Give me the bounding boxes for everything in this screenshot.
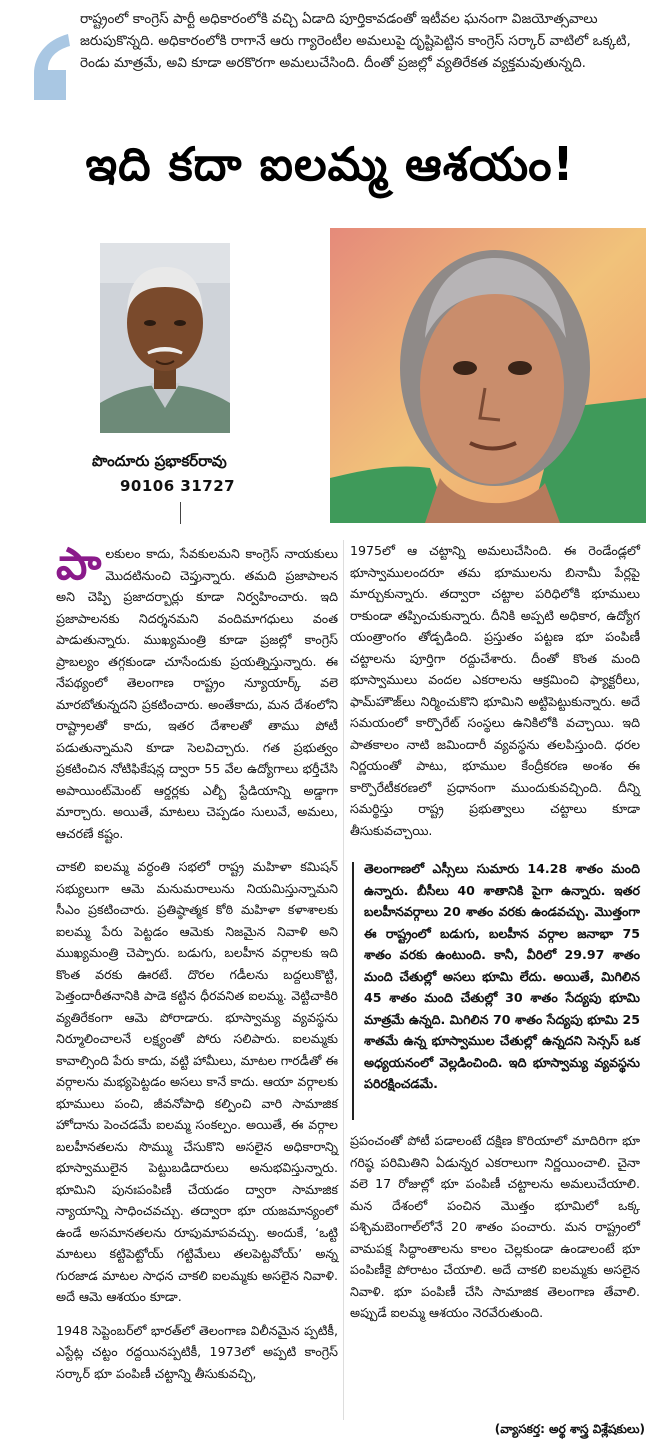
dropcap: పా — [56, 539, 102, 590]
headline: ఇది కదా ఐలమ్మ ఆశయం! — [85, 137, 575, 191]
paragraph — [56, 539, 338, 844]
paragraph: ప్రపంచంతో పోటీ పడాలంటే దక్షిణ కొరియాలో మాదిరిగా భూ గరిష్ఠ పరిమితిని ఏడున్నర ఎకరాలుగా నిర్ణయించాలి. చైనా వలె 17 రోజుల్లో భూ పంపిణీ చట్టాలను అమలుచేయాలి. మన దేశంలో పంచిన మొత్తం భూమిలో ఒక్క పశ్చిమబెంగాల్‌లోనే 20 శాతం పంచారు. మన రాష్ట్రంలో వామపక్ష సిద్ధాంతాలను కాలం చెల్లకుండా ఉండాలంటే భూ పంపిణీకై పోరాటం చేయాలి. అదే చాకలి ఐలమ్మకు అసలైన నివాళి. భూ పంపిణీ చేసి సామాజిక తెలంగాణ తేవాలి. అప్పుడే ఐలమ్మ ఆశయం నెరవేరుతుంది. — [350, 1133, 640, 1320]
divider — [180, 502, 181, 524]
left-column — [56, 539, 338, 1396]
paragraph: చాకలి ఐలమ్మ వర్ధంతి సభలో రాష్ట్ర మహిళా కమిషన్ సభ్యులుగా ఆమె మనుమరాలును నియమిస్తున్నామని సీఎం ప్రకటించారు. ప్రతిష్ఠాత్మక కోఠి మహిళా కళాశాలకు ఐలమ్మ పేరు పెట్టడం ఆమెకు నిజమైన నివాళి అని ముఖ్యమంత్రి చెప్పారు. బడుగు, బలహీన వర్గాలకు ఇది కొంత వరకు ఊరటే. దొరల గడీలను బద్దలుకొట్టి, పెత్తందారీతనానికి పాడె కట్టిన ధీరవనిత ఐలమ్మ. వెట్టిచాకిరి వ్యతిరేకంగా ఆమె పోరాడారు. భూస్వామ్య వ్యవస్థను నిర్మూలించాలనే లక్ష్యంతో పోరు సలిపారు. ఐలమ్మకు కావాల్సింది పేరు కాదు, వట్టి హామీలు, మాటల గారడీతో ఈ వర్గాలను మభ్యపెట్టడం అసలు కానే కాదు. ఆయా వర్గాలకు భూములు పంచి, జీవనోపాధి కల్పించి వారి సామాజిక హోదాను పెంచడమే ఐలమ్మ సంకల్పం. అయితే, ఈ వర్గాల బలహీనతలను సొమ్ము చేసుకొని అసలైన అధికారాన్ని భూస్వాములైన పెట్టుబడిదారులు అనుభవిస్తున్నారు. భూమిని పునఃపంపిణీ చేయడం ద్వారా సామాజిక న్యాయాన్ని సాధించవచ్చు. తద్వారా భూ యజమాన్యంలో ఉండే అసమానతలను రూపుమాపవచ్చు. అందుకే, ‘ఒట్టి మాటలు కట్టిపెట్టోయ్ గట్టిమేలు తలపెట్టవోయ్’ అన్న గురజాడ మాటల సాధన చాకలి ఐలమ్మకు అసలైన నివాళి. అదే ఆమె ఆశయం కూడా. — [56, 859, 338, 1304]
author-credit: (వ్యాసకర్త: అర్థ శాస్త్ర విశ్లేషకులు) — [494, 1422, 645, 1436]
author-photo — [100, 243, 230, 433]
sidebar-bar — [352, 862, 354, 1120]
right-column-bottom — [350, 1130, 640, 1336]
sidebar-statistics: తెలంగాణలో ఎస్సీలు సుమారు 14.28 శాతం మంది ఉన్నారు. బీసీలు 40 శాతానికి పైగా ఉన్నారు. ఇతర బలహీనవర్గాలు 20 శాతం వరకు ఉండవచ్చు. మొత్తంగా ఈ రాష్ట్రంలో బడుగు, బలహీన వర్గాల జనాభా 75 శాతం వరకు ఉంటుంది. కానీ, వీరిలో 29.97 శాతం మంది చేతుల్లో అసలు భూమి లేదు. అయితే, మిగిలిన 45 శాతం మంది చేతుల్లో 30 శాతం సేద్యపు భూమి మాత్రమే ఉన్నది. మిగిలిన 70 శాతం సేద్యపు భూమి 25 శాతమే ఉన్న భూస్వాముల చేతుల్లో ఉన్నదని సెన్సస్ ఒక అధ్యయనంలో వెల్లడించింది. ఇది భూస్వామ్య వ్యవస్థను పరిరక్షించడమే. — [364, 861, 640, 1091]
ilamma-portrait — [330, 228, 646, 523]
right-column-top — [350, 540, 640, 853]
paragraph: 1975లో ఆ చట్టాన్ని అమలుచేసింది. ఈ రెండేండ్లలో భూస్వాములందరూ తమ భూములను బినామీ పేర్లపై మార్చుకున్నారు. తద్వారా చట్టాల పరిధిలోకి భూములు రాకుండా తప్పించుకున్నారు. దీనికి అప్పటి అధికార, ఉద్యోగ యంత్రాంగం తోడ్పడింది. ప్రస్తుతం పట్టణ భూ పంపిణీ చట్టాలను పూర్తిగా రద్దుచేశారు. దీంతో కొంత మంది భూస్వాములు వందల ఎకరాలను ఆక్రమించి ఫ్యాక్టరీలు, ఫామ్‌హౌజ్‌లు నిర్మించుకొని భూమిని అట్టిపెట్టుకున్నారు. అదే సమయంలో కార్పొరేట్ సంస్థలు ఉనికిలోకి వచ్చాయి. ఇది పాతకాలం నాటి జమిందారీ వ్యవస్థను తలపిస్తుంది. ధరల నిర్ణయంతో పాటు, భూముల కేంద్రీకరణ అంశం ఈ కార్పొరేటీకరణలో ప్రధానంగా ముందుకువచ్చింది. దీన్ని సమర్థిస్తు రాష్ట్ర ప్రభుత్వాలు చట్టాలు కూడా తీసుకువచ్చాయి. — [350, 543, 640, 838]
column-divider — [343, 540, 344, 1420]
intro-paragraph: రాష్ట్రంలో కాంగ్రెస్ పార్టీ అధికారంలోకి వచ్చి ఏడాది పూర్తికావడంతో ఇటీవల ఘనంగా విజయోత్సవాలు జరుపుకొన్నది. అధికారంలోకి రాగానే ఆరు గ్యారెంటీల అమలుపై దృష్టిపెట్టిన కాంగ్రెస్ సర్కార్ వాటిలో ఒక్కటి, రెండు మాత్రమే, అవి కూడా అరకొరగా అమలుచేసింది. దీంతో ప్రజల్లో వ్యతిరేకత వ్యక్తమవుతున్నది. — [80, 11, 631, 71]
quote-mark-icon — [28, 30, 72, 104]
paragraph-text: లకులం కాదు, సేవకులమని కాంగ్రెస్ నాయకులు మొదటినుంచి చెప్తున్నారు. తమది ప్రజాపాలన అని చెప్పి ప్రజాదర్బార్లు కూడా నిర్వహించారు. ఇది ప్రజాపాలనకు నిదర్శనమని వందిమాగధులు వంత పాడుతున్నారు. ముఖ్యమంత్రి కూడా ప్రజల్లో కాంగ్రెస్ ప్రాబల్యం తగ్గకుండా చూసేందుకు ప్రయత్నిస్తున్నారు. ఈ నేపథ్యంలో తెలంగాణ రాష్ట్రం న్యూయార్క్ వలె మారబోతున్నదని ప్రకటించారు. అంతేకాదు, మన దేశంలోని రాష్ట్రాలతో కాదు, ఇతర దేశాలతో తాము పోటీ పడుతున్నామని కూడా సెలవిచ్చారు. గత ప్రభుత్వం ప్రకటించిన నోటిఫికేషన్ల ద్వారా 55 వేల ఉద్యోగాలు భర్తీచేసి అపాయింట్‌మెంట్ ఆర్డర్లకు ఎల్బీ స్టేడియాన్ని అడ్డాగా మార్చారు. అయితే, మాటలు చెప్పడం సులువే, అమలు, ఆచరణే కష్టం. — [56, 546, 338, 841]
paragraph: 1948 సెప్టెంబర్‌లో భారత్‌లో తెలంగాణ విలీనమైన ప్పటికీ, ఎస్టేట్ల చట్టం రద్దయినప్పటికీ, 1973లో అప్పటి కాంగ్రెస్ సర్కార్ భూ పంపిణీ చట్టాన్ని తీసుకువచ్చి, — [56, 1322, 338, 1381]
author-name: పొందూరు ప్రభాకర్‌రావు — [92, 452, 227, 470]
author-phone: 90106 31727 — [120, 477, 236, 495]
